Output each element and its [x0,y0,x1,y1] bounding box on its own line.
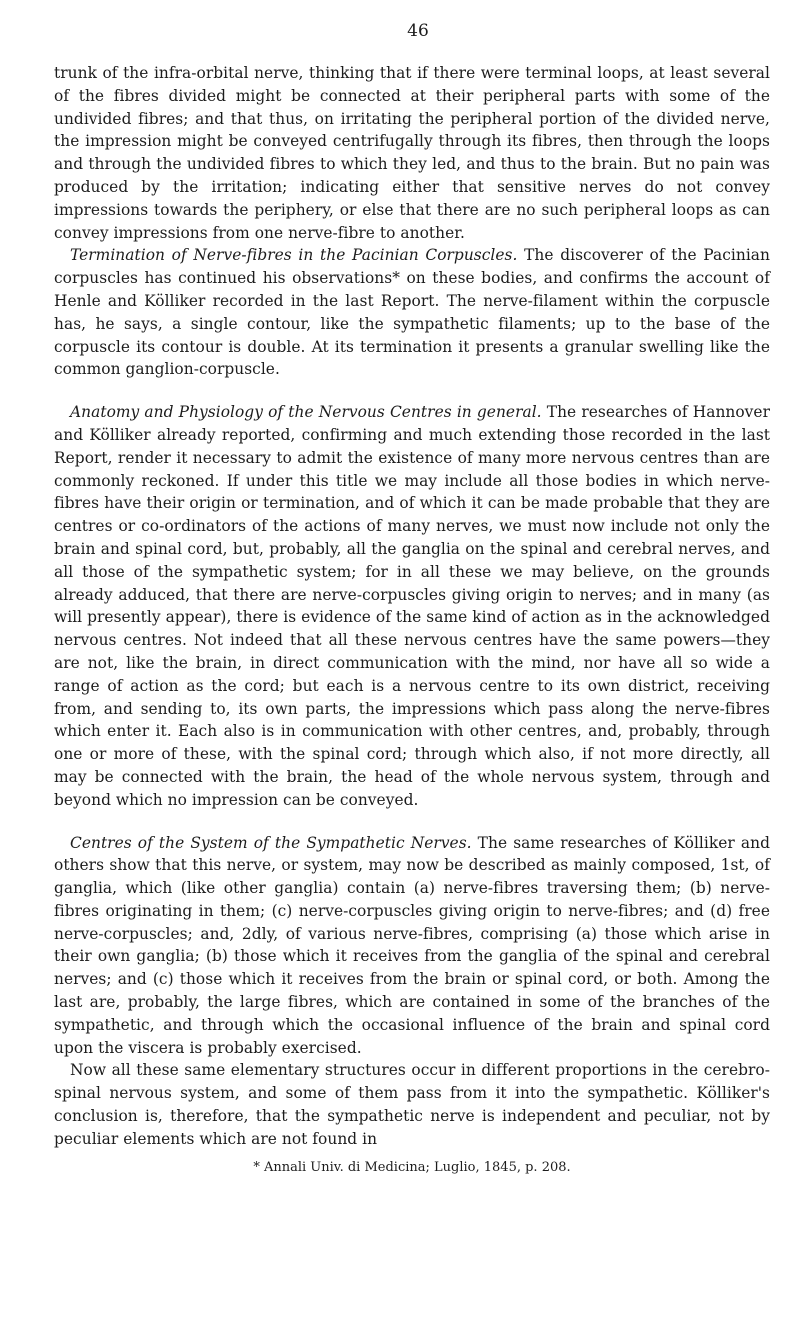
paragraph-infra-orbital: trunk of the infra-orbital nerve, thinking that if there were terminal loops, at least several of the fibres divided might be connected at their peripheral parts with some of the undivided fibres; and that thus, on irritating the peripheral portion of the divided nerve, the impression might be conveyed centrifugally through its fibres, then through the loops and through the undivided fibres to which they led, and thus to the brain. But no pain was produced by the irritation; indicating either that sensitive nerves do not convey impressions towards the periphery, or else that there are no such peripheral loops as can convey impressions from one nerve-fibre to another. [54,64,770,242]
paragraph-nervous-centres-body: The researches of Hannover and Kölliker already reported, confirming and much extending those recorded in the last Report, render it necessary to admit the existence of many more nervous centres than are commonly reckoned. If under this title we may include all those bodies in which nerve-fibres have their origin or termination, and of which it can be made probable that they are centres or co-ordinators of the actions of many nerves, we must now include not only the brain and spinal cord, but, probably, all the ganglia on the spinal and cerebral nerves, and all those of the sympathetic system; for in all these we may believe, on the grounds already adduced, that there are nerve-corpuscles giving origin to nerves; and in many (as will presently appear), there is evidence of the same kind of action as in the acknowledged nervous centres. Not indeed that all these nervous centres have the same powers—they are not, like the brain, in direct communication with the mind, nor have all so wide a range of action as the cord; but each is a nervous centre to its own district, receiving from, and sending to, its own parts, the impressions which pass along the nerve-fibres which enter it. Each also is in communication with other centres, and, probably, through one or more of these, with the spinal cord; through which also, if not more directly, all may be connected with the brain, the head of the whole nervous system, through and beyond which no impression can be conveyed. [54,403,770,809]
paragraph-sympathetic [54,832,770,1060]
section-heading-nervous-centres: Anatomy and Physiology of the Nervous Centres in general. [70,403,542,422]
page-number: 46 [407,21,429,41]
paragraph-pacinian-body: The discoverer of the Pacinian corpuscles has continued his observations* on these bodies, and confirms the account of Henle and Kölliker recorded in the last Report. The nerve-filament within the corpuscle has, he says, a single contour, like the sympathetic filaments; up to the base of the corpuscle its contour is double. At its termination it presents a granular swelling like the common ganglion-corpuscle. [54,246,770,379]
section-heading-sympathetic: Centres of the System of the Sympathetic Nerves. [70,833,472,852]
paragraph-kolliker-conclusion: Now all these same elementary structures occur in different proportions in the cerebro-spinal nervous system, and some of them pass from it into the sympathetic. Kölliker's conclusion is, therefore, that the sympathetic nerve is independent and peculiar, not by peculiar elements which are not found in [54,1061,770,1148]
paragraph-pacinian [54,244,770,381]
book-page [54,20,770,1177]
paragraph-sympathetic-body: The same researches of Kölliker and others show that this nerve, or system, may now be described as mainly composed, 1st, of ganglia, which (like other ganglia) contain (a) nerve-fibres traversing them; (b) nerve-fibres originating in them; (c) nerve-corpuscles giving origin to nerve-fibres; and (d) free nerve-corpuscles; and, 2dly, of various nerve-fibres, comprising (a) those which arise in their own ganglia; (b) those which it receives from the ganglia of the spinal and cerebral nerves; and (c) those which it receives from the brain or spinal cord, or both. Among the last are, probably, the large fibres, which are contained in some of the branches of the sympathetic, and through which the occasional influence of the brain and spinal cord upon the viscera is probably exercised. [54,833,770,1057]
section-heading-pacinian: Termination of Nerve-fibres in the Pacinian Corpuscles. [70,246,518,265]
footnote: * Annali Univ. di Medicina; Luglio, 1845, p. 208. [253,1159,571,1175]
paragraph-nervous-centres [54,401,770,811]
